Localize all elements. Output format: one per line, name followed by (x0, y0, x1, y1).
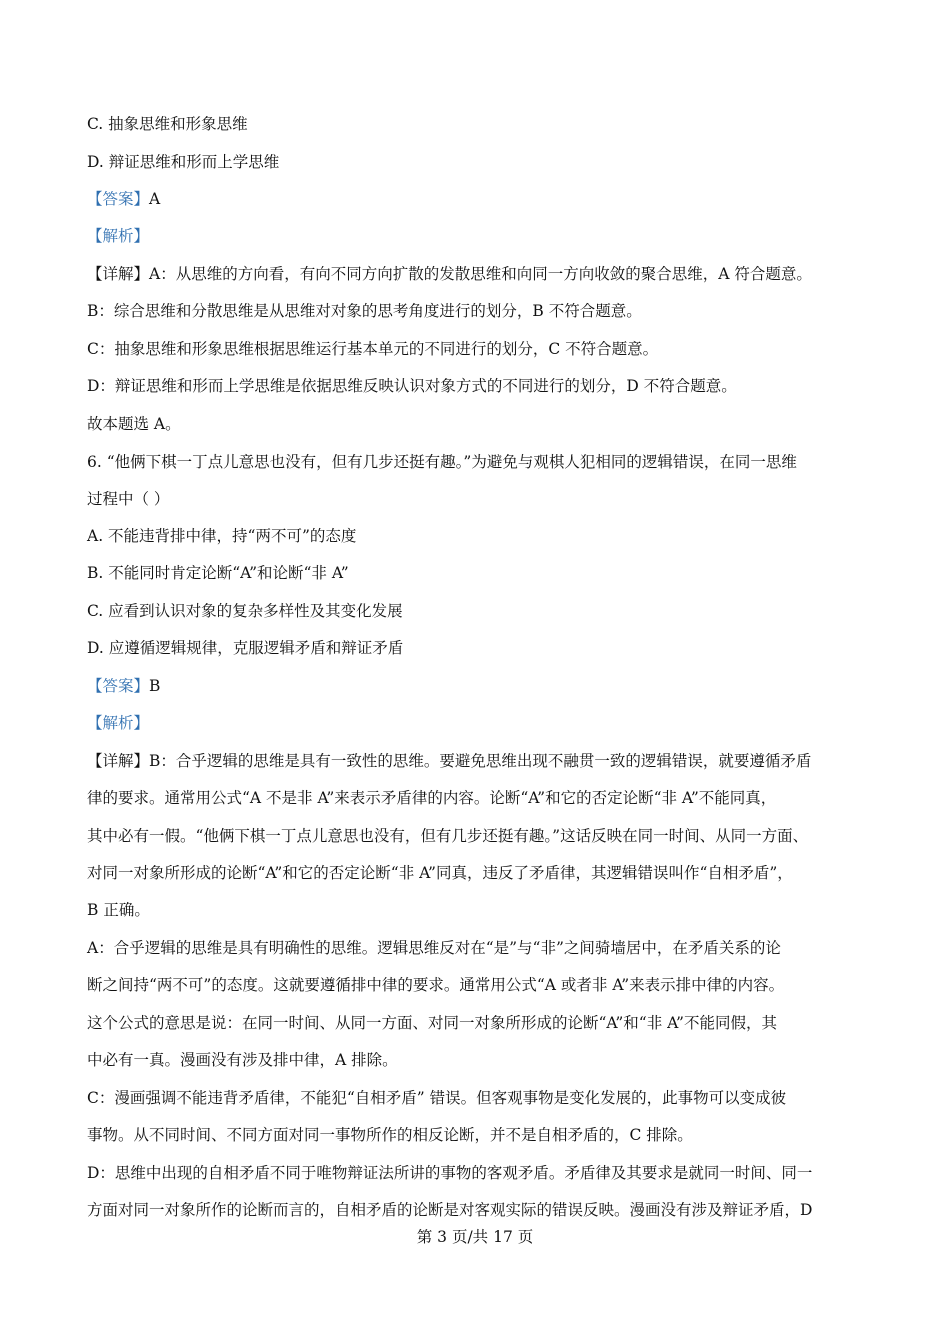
q5-explanation-d: D：辩证思维和形而上学思维是依据思维反映认识对象方式的不同进行的划分，D 不符合题意。 (87, 377, 737, 395)
q5-detail (87, 263, 812, 285)
answer-value: B (149, 677, 161, 695)
answer-tag: 【答案】 (87, 677, 150, 695)
q5-conclusion: 故本题选 A。 (87, 415, 181, 433)
q6-detail-line: D：思维中出现的自相矛盾不同于唯物辩证法所讲的事物的客观矛盾。矛盾律及其要求是就同一时间、同一 (87, 1164, 813, 1182)
q5-explanation-c: C：抽象思维和形象思维根据思维运行基本单元的不同进行的划分，C 不符合题意。 (87, 340, 659, 358)
q6-option-a: A. 不能违背排中律，持“两不可”的态度 (87, 527, 357, 545)
q6-detail-line: 事物。从不同时间、不同方面对同一事物所作的相反论断，并不是自相矛盾的，C 排除。 (87, 1126, 693, 1144)
q6-stem-line-1: 6. “他俩下棋一丁点儿意思也没有，但有几步还挺有趣。”为避免与观棋人犯相同的逻辑错误，在同一思维 (87, 453, 797, 471)
q6-option-c: C. 应看到认识对象的复杂多样性及其变化发展 (87, 602, 403, 620)
detail-tag: 【详解】 (87, 752, 150, 770)
q6-option-b: B. 不能同时肯定论断“A”和论断“非 A” (87, 564, 349, 582)
q6-detail-line: 中必有一真。漫画没有涉及排中律，A 排除。 (87, 1051, 398, 1069)
q5-explanation-b: B：综合思维和分散思维是从思维对对象的思考角度进行的划分，B 不符合题意。 (87, 302, 642, 320)
q6-detail-line: C：漫画强调不能违背矛盾律，不能犯“自相矛盾” 错误。但客观事物是变化发展的，此事物可以变成彼 (87, 1089, 787, 1107)
q6-detail-line: 对同一对象所形成的论断“A”和它的否定论断“非 A”同真，违反了矛盾律，其逻辑错误叫作“自相矛盾”， (87, 864, 793, 882)
q6-detail-line: 这个公式的意思是说：在同一时间、从同一方面、对同一对象所形成的论断“A”和“非 A”不能同假，其 (87, 1014, 777, 1032)
q6-detail-line (87, 750, 811, 772)
q5-option-c: C. 抽象思维和形象思维 (87, 115, 248, 133)
q6-detail-line: A：合乎逻辑的思维是具有明确性的思维。逻辑思维反对在“是”与“非”之间骑墙居中，在矛盾关系的论 (87, 939, 781, 957)
q6-detail-line: 其中必有一假。“他俩下棋一丁点儿意思也没有，但有几步还挺有趣。”这话反映在同一时间、从同一方面、 (87, 827, 809, 845)
detail-tag: 【详解】 (87, 265, 150, 283)
q5-option-d: D. 辩证思维和形而上学思维 (87, 153, 280, 171)
q6-detail-line: 律的要求。通常用公式“A 不是非 A”来表示矛盾律的内容。论断“A”和它的否定论断“非 A”不能同真， (87, 789, 777, 807)
q6-detail-line: 方面对同一对象所作的论断而言的，自相矛盾的论断是对客观实际的错误反映。漫画没有涉及辩证矛盾，D (87, 1201, 813, 1219)
q6-detail-line: B 正确。 (87, 901, 150, 919)
answer-tag: 【答案】 (87, 190, 150, 208)
q6-stem-line-2: 过程中（ ） (87, 490, 170, 508)
q5-answer (87, 188, 160, 210)
answer-value: A (149, 190, 161, 208)
page-footer: 第 3 页/共 17 页 (416, 1228, 534, 1246)
q6-option-d: D. 应遵循逻辑规律，克服逻辑矛盾和辩证矛盾 (87, 639, 404, 657)
q6-detail-line: 断之间持“两不可”的态度。这就要遵循排中律的要求。通常用公式“A 或者非 A”来表示排中律的内容。 (87, 976, 785, 994)
q5-analysis-tag: 【解析】 (87, 227, 150, 245)
q6-answer (87, 675, 160, 697)
q6-analysis-tag: 【解析】 (87, 714, 150, 732)
detail-text: A：从思维的方向看，有向不同方向扩散的发散思维和向同一方向收敛的聚合思维，A 符合题意。 (149, 265, 812, 283)
detail-text: B：合乎逻辑的思维是具有一致性的思维。要避免思维出现不融贯一致的逻辑错误，就要遵循矛盾 (149, 752, 812, 770)
